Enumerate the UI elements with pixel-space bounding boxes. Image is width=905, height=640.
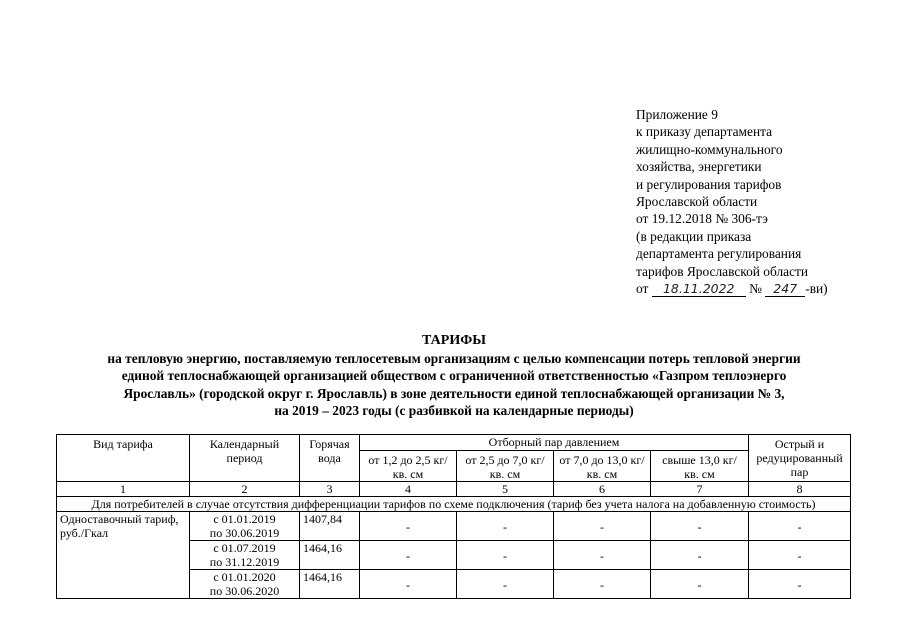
appendix-line: Ярославской области (636, 194, 758, 210)
steam-value: - (360, 541, 457, 570)
tariff-table (56, 434, 851, 599)
header-period: Календарный период (190, 435, 300, 482)
handwritten-number: 247 (765, 281, 805, 297)
header-steam-group: Отборный пар давлением (360, 435, 749, 451)
appendix-line: хозяйства, энергетики (636, 159, 762, 175)
steam-value: - (457, 541, 554, 570)
steam-value: - (457, 512, 554, 541)
appendix-line: (в редакции приказа (636, 228, 752, 244)
sharp-steam-value: - (749, 570, 851, 599)
period-from: с 01.07.2019 (213, 541, 276, 555)
hot-water-value: 1464,16 (300, 570, 360, 599)
table-row (57, 512, 851, 541)
period-cell (190, 570, 300, 599)
appendix-suffix: -ви) (805, 281, 828, 297)
period-from: с 01.01.2019 (213, 512, 276, 526)
header-tariff-type: Вид тарифа (57, 435, 190, 482)
period-to: по 31.12.2019 (209, 555, 280, 569)
steam-value: - (554, 512, 651, 541)
steam-value: - (360, 570, 457, 599)
column-number: 3 (300, 482, 360, 497)
column-number: 7 (651, 482, 749, 497)
column-number: 5 (457, 482, 554, 497)
hot-water-value: 1407,84 (300, 512, 360, 541)
header-row (57, 435, 851, 451)
header-steam-col: от 1,2 до 2,5 кг/ кв. см (360, 451, 457, 482)
appendix-line: департамента регулирования (636, 246, 802, 262)
sharp-steam-value: - (749, 541, 851, 570)
steam-value: - (554, 570, 651, 599)
header-hot-water: Горячая вода (300, 435, 360, 482)
steam-value: - (651, 512, 749, 541)
column-number: 1 (57, 482, 190, 497)
column-number: 8 (749, 482, 851, 497)
steam-value: - (554, 541, 651, 570)
title-block (40, 332, 868, 419)
column-number: 6 (554, 482, 651, 497)
column-number-row (57, 482, 851, 497)
steam-value: - (651, 541, 749, 570)
appendix-line: к приказу департамента (636, 124, 773, 140)
appendix-block (636, 106, 828, 297)
period-to: по 30.06.2019 (209, 526, 280, 540)
section-row (57, 497, 851, 512)
column-number: 4 (360, 482, 457, 497)
document-title: ТАРИФЫ (422, 333, 486, 348)
appendix-last-line (636, 280, 828, 297)
title-line: Ярославль» (городской округ г. Ярославль) в зоне деятельности единой теплоснабжающей организации № 3, (123, 385, 785, 401)
header-steam-col: от 2,5 до 7,0 кг/ кв. см (457, 451, 554, 482)
period-to: по 30.06.2020 (209, 584, 280, 598)
appendix-line: от 19.12.2018 № 306-тэ (636, 211, 768, 227)
appendix-line: жилищно-коммунального (636, 141, 783, 157)
tariff-name: Одноставочный тариф, руб./Гкал (57, 512, 190, 599)
appendix-line: тарифов Ярославской области (636, 263, 809, 279)
header-steam-col: свыше 13,0 кг/ кв. см (651, 451, 749, 482)
appendix-line: и регулирования тарифов (636, 176, 782, 192)
period-cell (190, 512, 300, 541)
steam-value: - (651, 570, 749, 599)
appendix-line: Приложение 9 (636, 107, 718, 122)
hot-water-value: 1464,16 (300, 541, 360, 570)
title-line: единой теплоснабжающей организацией обществом с ограниченной ответственностью «Газпром теплоэнерго (121, 368, 787, 384)
title-line: на 2019 – 2023 годы (с разбивкой на календарные периоды) (274, 402, 634, 418)
column-number: 2 (190, 482, 300, 497)
steam-value: - (457, 570, 554, 599)
sharp-steam-value: - (749, 512, 851, 541)
header-steam-col: от 7,0 до 13,0 кг/кв. см (554, 451, 651, 482)
title-line: на тепловую энергию, поставляемую теплосетевым организациям с целью компенсации потерь тепловой энергии (107, 351, 801, 367)
steam-value: - (360, 512, 457, 541)
number-sign: № (749, 281, 762, 297)
handwritten-date: 18.11.2022 (652, 281, 746, 297)
section-label: Для потребителей в случае отсутствия дифференциации тарифов по схеме подключения (тариф без учета налога на добавленную стоимость) (57, 497, 851, 512)
appendix-from-prefix: от (636, 281, 649, 297)
period-cell (190, 541, 300, 570)
period-from: с 01.01.2020 (213, 570, 276, 584)
header-sharp-steam: Острый и редуцированный пар (749, 435, 851, 482)
